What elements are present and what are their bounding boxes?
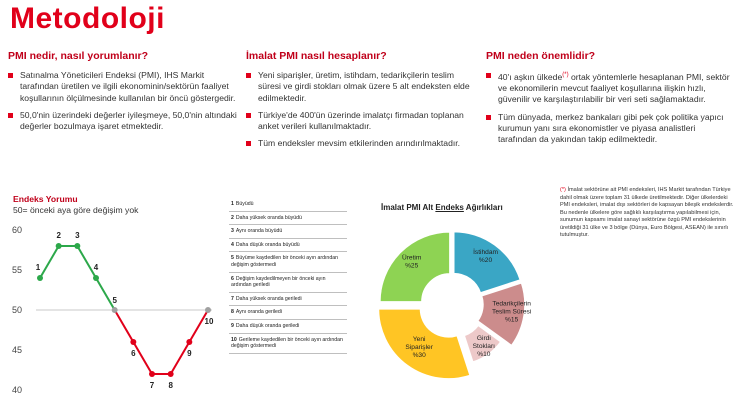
legend-text: Daha yüksek oranda geriledi — [235, 295, 302, 302]
legend-number: 1 — [231, 201, 234, 207]
legend-number: 2 — [231, 214, 234, 221]
slice-name: Yeni Siparişler — [405, 336, 433, 352]
index-legend-list — [229, 198, 347, 354]
point-label: 5 — [112, 296, 117, 305]
bullet-item: Türkiye'de 400'ün üzerinde imalatçı firmadan toplanan anket verileri kullanılmaktadır. — [246, 110, 474, 133]
line-segment — [77, 246, 96, 278]
point-label: 7 — [149, 381, 155, 390]
bullet-item: Satınalma Yöneticileri Endeksi (PMI), IHS Markit tarafından üretilen ve ilgili ekonominin/sektörün faaliyet koşullarının ölçülmesinde kullanılan bir öncü göstergedir. — [8, 70, 238, 104]
subindex-weights-pie — [366, 212, 546, 392]
page-title: Metodoloji — [10, 2, 165, 35]
line-segment — [189, 310, 208, 342]
legend-text: Daha yüksek oranda büyüdü — [235, 214, 302, 221]
bullet-item: Yeni siparişler, üretim, istihdam, tedarikçilerin teslim süresi ve girdi stokları olmak üzere 5 alt endeksten elde edilmektedir. — [246, 70, 474, 104]
legend-text: Daha düşük oranda büyüdü — [235, 241, 300, 248]
legend-number: 9 — [231, 322, 234, 329]
y-tick-label: 60 — [12, 225, 23, 235]
section-heading: İmalat PMI nasıl hesaplanır? — [246, 50, 387, 62]
pie-title-part: Ağırlıkları — [463, 203, 503, 212]
point-label: 4 — [93, 263, 99, 272]
legend-text: Gerileme kaydedilen bir önceki ayın ardından değişim göstermedi — [231, 336, 343, 350]
legend-number: 6 — [231, 275, 234, 282]
point-label: 10 — [204, 317, 214, 326]
y-tick-label: 40 — [12, 385, 23, 395]
slice-name: İstihdam — [473, 248, 498, 256]
legend-text: Aynı oranda geriledi — [235, 309, 282, 316]
point-label: 1 — [35, 263, 41, 272]
legend-row — [229, 198, 347, 212]
line-segment — [96, 278, 115, 310]
point-label: 8 — [168, 381, 173, 390]
footnote — [560, 187, 738, 240]
legend-text: Büyüme kaydedilen bir önceki ayın ardından değişim göstermedi — [231, 255, 338, 268]
legend-number: 7 — [231, 295, 234, 302]
pie-title-part: Endeks — [435, 203, 464, 212]
legend-number: 3 — [231, 228, 234, 235]
line-segment — [40, 246, 59, 278]
slice-percent: %10 — [477, 350, 491, 358]
line-segment — [171, 342, 190, 374]
section-how-calculated — [246, 50, 474, 156]
point-label: 2 — [56, 231, 61, 240]
slice-percent: %15 — [505, 316, 519, 324]
slice-percent: %25 — [405, 262, 419, 270]
data-point — [186, 339, 192, 345]
data-point — [149, 371, 155, 377]
legend-number: 5 — [231, 255, 234, 262]
data-point — [205, 307, 211, 313]
legend-row — [229, 293, 347, 307]
legend-row — [229, 239, 347, 253]
data-point — [56, 243, 62, 249]
data-point — [74, 243, 80, 249]
legend-number: 4 — [231, 241, 234, 248]
slice-percent: %30 — [412, 352, 426, 360]
bullet-item — [486, 70, 732, 106]
y-tick-label: 50 — [12, 305, 23, 315]
bullet-text-rest: ortak yöntemlerle hesaplanan PMI, sektör ve ekonomilerin mevcut faaliyet koşullarına ilişkin hızlı, güvenilir ve karşılaştırılabilir bir veri seti sağlamaktadır. — [498, 71, 730, 105]
point-label: 9 — [187, 349, 192, 358]
bullet-text: 40'ı aşkın ülkede — [498, 71, 563, 82]
data-point — [37, 275, 43, 281]
data-point — [168, 371, 174, 377]
legend-row — [229, 334, 347, 354]
slice-name: Girdi Stokları — [472, 334, 496, 350]
line-segment — [133, 342, 152, 374]
slice-name: Tedarikçilerin Teslim Süresi — [492, 300, 532, 316]
legend-text: Büyüdü — [235, 201, 254, 207]
line-chart-title: Endeks Yorumu — [13, 194, 78, 204]
y-tick-label: 55 — [12, 265, 23, 275]
line-chart-subtitle: 50= önceki aya göre değişim yok — [13, 205, 139, 215]
legend-number: 8 — [231, 309, 234, 316]
point-label: 6 — [131, 349, 136, 358]
legend-row — [229, 306, 347, 320]
section-what-is-pmi — [8, 50, 238, 138]
line-segment — [115, 310, 134, 342]
pie-title-part: İmalat PMI Alt — [381, 203, 436, 212]
data-point — [93, 275, 99, 281]
section-heading: PMI nedir, nasıl yorumlanır? — [8, 50, 149, 62]
legend-text: Değişim kaydedilmeyen bir önceki ayın ardından geriledi — [231, 275, 326, 289]
legend-text: Aynı oranda büyüdü — [235, 228, 283, 235]
data-point — [130, 339, 136, 345]
legend-row — [229, 225, 347, 239]
footnote-text: İmalat sektörüne ait PMI endeksleri, IHS Markit tarafından Türkiye dahil olmak üzere toplam 31 ülkede üretilmektedir. Diğer ülkelerdeki PMI endeksleri, imalat dışı sektörleri de kapsayan bileşik endekslerdir. Bu nedenle ülkelere göre sağlıklı karşılaştırma yapılabilmesi için, sunumun kapsamı imalat sanayi sektörüne özgü PMI endekslerinin üretildiği 31 ülke ve 3 bölge (Dünya, Euro Bölgesi, ASEAN) ile sınırlı tutulmuştur. — [560, 187, 734, 238]
data-point — [112, 307, 118, 313]
section-why-important — [486, 50, 732, 152]
pie-chart-title — [381, 203, 503, 212]
legend-text: Daha düşük oranda geriledi — [235, 322, 300, 329]
footnote-marker: (*) — [560, 187, 566, 193]
index-interpretation-chart — [0, 210, 225, 404]
legend-row — [229, 252, 347, 272]
legend-row — [229, 273, 347, 293]
point-label: 3 — [75, 231, 80, 240]
bullet-item: Tüm endeksler mevsim etkilerinden arındırılmaktadır. — [246, 138, 474, 149]
legend-row — [229, 212, 347, 226]
legend-row — [229, 320, 347, 334]
bullet-item: Tüm dünyada, merkez bankaları gibi pek çok politika yapıcı kurumun yanı sıra ekonomistler ve piyasa analistleri tarafından da yakından takip edilmektedir. — [486, 112, 732, 146]
slice-name: Üretim — [401, 254, 422, 262]
bullet-item: 50,0'nin üzerindeki değerler iyileşmeye, 50,0'nin altındaki değerler bozulmaya işaret etmektedir. — [8, 110, 238, 133]
section-heading: PMI neden önemlidir? — [486, 50, 596, 62]
footnote-marker: (*) — [562, 72, 569, 78]
y-tick-label: 45 — [12, 345, 23, 355]
slice-percent: %20 — [478, 256, 493, 264]
legend-number: 10 — [231, 336, 237, 343]
